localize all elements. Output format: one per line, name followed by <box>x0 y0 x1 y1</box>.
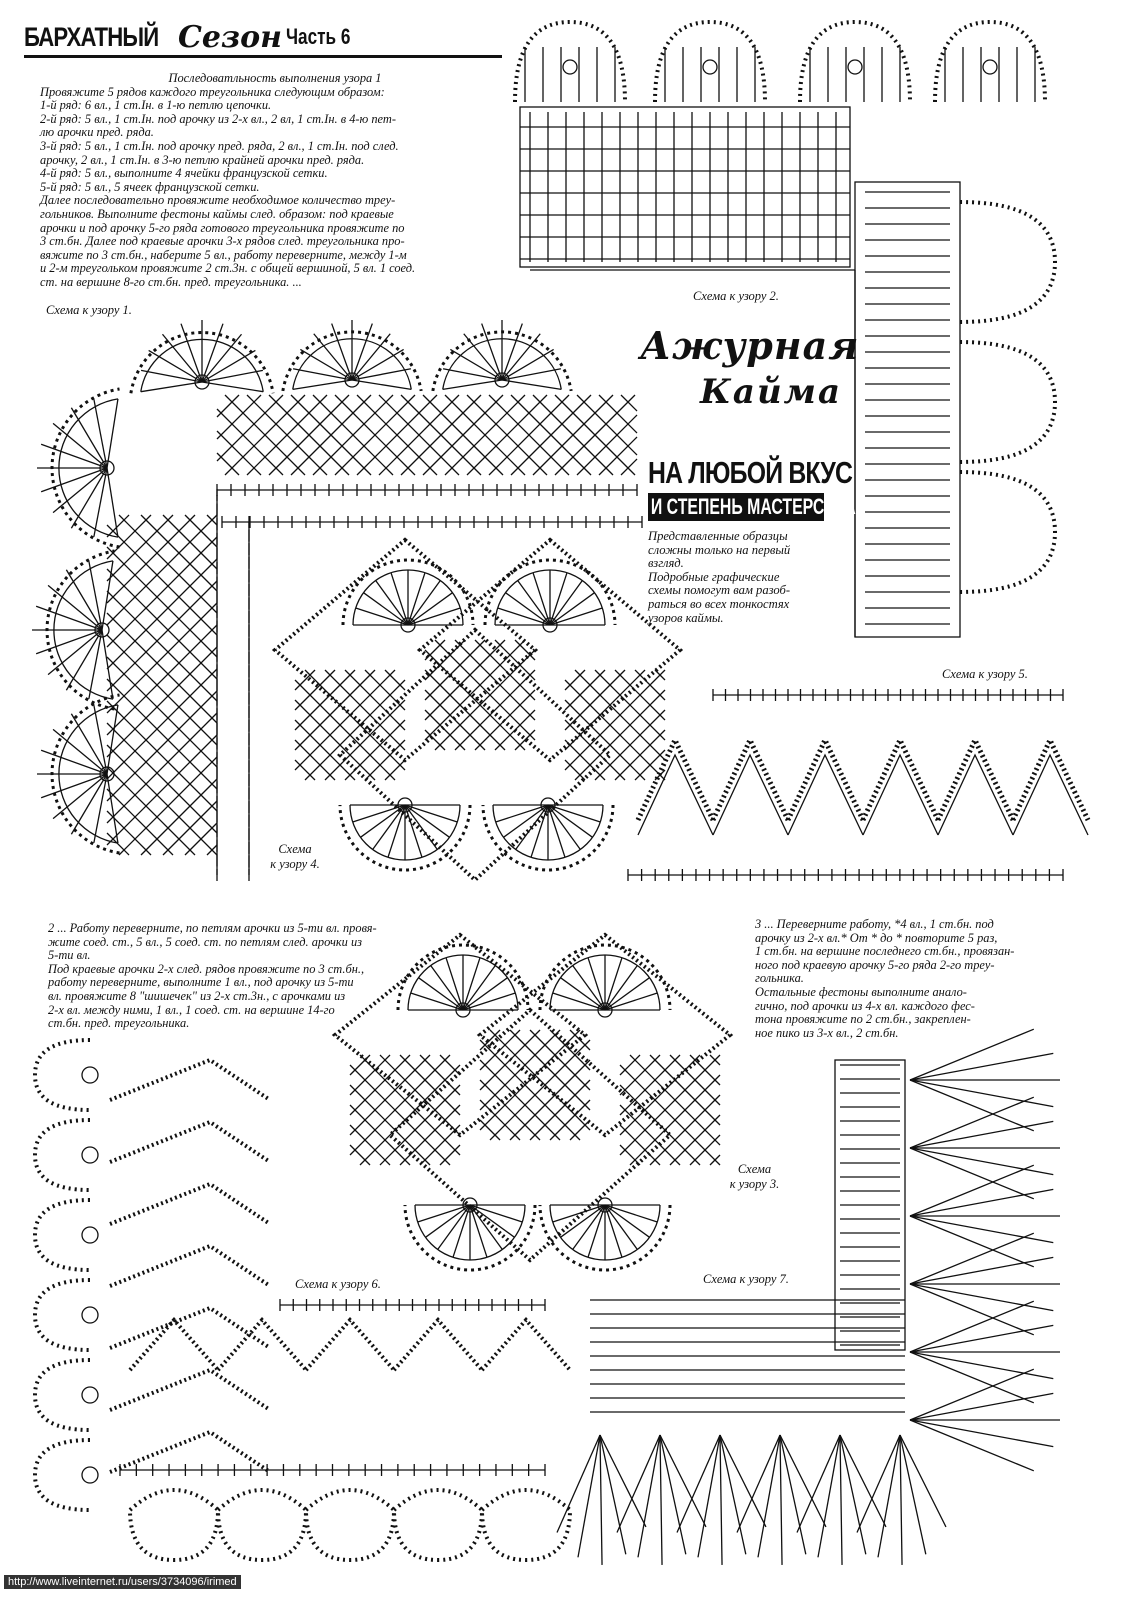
pattern3-line: арочку из 2-х вл.* От * до * повторите 5 раз, <box>755 930 998 945</box>
net-line <box>305 680 405 780</box>
fan-stitch <box>376 581 408 625</box>
side-scallop <box>960 472 1055 592</box>
net-line <box>565 670 605 710</box>
zigzag <box>110 1308 270 1348</box>
scallop-center <box>82 1227 98 1243</box>
net-line <box>107 613 217 723</box>
net-line <box>217 395 283 461</box>
net-line <box>107 713 217 823</box>
fan-stitch <box>41 774 107 798</box>
fan-stitch <box>605 978 649 1010</box>
pattern1-instructions <box>40 72 510 290</box>
net-line <box>217 395 261 439</box>
fringe-stitch <box>857 1435 900 1533</box>
scheme6-diagram <box>30 1040 555 1570</box>
bottom-scallop <box>394 1490 482 1560</box>
net-line <box>107 669 217 779</box>
net-line <box>107 559 217 669</box>
net-line <box>565 740 605 780</box>
fringe-stitch <box>910 1420 1053 1447</box>
scallop <box>800 22 910 102</box>
fan-stitch <box>605 958 622 1010</box>
pattern2-line: 2-х вл. между ними, 1 вл., 1 соед. ст. на вершине 14-го <box>48 1002 335 1017</box>
net-line <box>325 670 405 750</box>
fan-stitch <box>431 966 463 1010</box>
net-line <box>107 603 217 713</box>
net-line <box>515 640 535 660</box>
pattern1-line: ст. на вершине 8-го ст.бн. пред. треугольника. ... <box>40 274 302 289</box>
intro-line: раться во всех тонкостях <box>648 596 790 611</box>
pattern3-line: ное пико из 3-х вл., 2 ст.бн. <box>755 1025 899 1040</box>
scheme3-label-line2: к узору 3. <box>729 1177 780 1191</box>
fringe-stitch <box>677 1435 720 1533</box>
zigzag <box>788 740 863 820</box>
net-line <box>107 515 195 603</box>
fan-stitch <box>48 630 102 675</box>
pattern1-line: 4-й ряд: 5 вл., выполните 4 ячейки французской сетки. <box>40 166 328 181</box>
net-line <box>621 395 637 411</box>
scallop <box>515 22 625 102</box>
fringe-stitch <box>910 1352 1053 1379</box>
diamond-outline <box>340 630 610 880</box>
zigzag-inner <box>713 755 788 835</box>
fringe-stitch <box>780 1435 806 1554</box>
fringe-stitch <box>910 1420 1034 1471</box>
fan-stitch <box>356 608 408 625</box>
fan-stitch <box>498 608 550 625</box>
fan-stitch <box>36 630 102 654</box>
net-line <box>295 720 355 780</box>
fan-stitch <box>352 380 411 389</box>
zigzag <box>306 1320 394 1370</box>
fan-stitch <box>36 606 102 630</box>
fringe-stitch <box>737 1435 780 1533</box>
pattern1-line: и 2-м треугольком провяжите 2 ст.3н. с общей вершиной, 5 вл. 1 соед. <box>40 261 416 276</box>
fan-stitch <box>353 805 405 822</box>
fan-stitch <box>502 380 561 389</box>
net-line <box>599 395 637 433</box>
fan-stitch <box>504 805 548 837</box>
fan-stitch <box>162 334 202 382</box>
fringe-stitch <box>878 1435 900 1557</box>
pattern1-lines <box>40 86 510 290</box>
net-line <box>107 625 217 735</box>
fan-stitch <box>352 334 390 380</box>
net-line <box>107 635 217 745</box>
fan-stitch <box>446 958 463 1010</box>
fringe-stitch <box>600 1435 626 1554</box>
fan-stitch <box>388 805 405 857</box>
zigzag <box>130 1320 218 1370</box>
fan-stitch <box>605 993 657 1010</box>
zigzag <box>638 740 713 820</box>
fan-stitch <box>332 324 352 380</box>
fringe-stitch <box>557 1435 600 1533</box>
section-banner: НА ЛЮБОЙ ВКУС <box>648 455 853 490</box>
fringe-stitch <box>818 1435 840 1557</box>
pattern2-line: работу переверните, выполните 1 вл., под арочку из 5-ти <box>48 975 354 990</box>
pattern1-line: вяжите по 3 ст.бн., наберите 5 вл., работу переверните, между 1-м <box>40 247 407 262</box>
bottom-scallop <box>130 1490 218 1560</box>
fan-stitch <box>502 324 522 380</box>
net-line <box>565 670 585 690</box>
net-line <box>107 591 217 701</box>
zigzag-inner <box>788 755 863 835</box>
net-line <box>107 745 217 855</box>
intro-line: взгляд. <box>648 556 684 571</box>
net-line <box>599 437 637 475</box>
net-line <box>107 515 217 625</box>
net-line <box>107 735 217 845</box>
zigzag <box>110 1246 270 1286</box>
fan-stitch <box>502 334 540 380</box>
pattern1-line: 1-й ряд: 6 вл., 1 ст.Iн. в 1-ю петлю цепочки. <box>40 98 272 113</box>
fan-stitch <box>53 423 107 468</box>
section-title-line1: Ажурная <box>640 323 860 368</box>
fan-stitch <box>408 593 452 625</box>
pattern3-line: 1 ст.бн. на вершине последнего ст.бн., провязан- <box>755 944 1015 959</box>
net-line <box>295 670 375 750</box>
pattern2-line: 2 ... Работу переверните, по петлям арочки из 5-ти вл. провя- <box>48 921 377 935</box>
magazine-name: БАРХАТНЫЙ <box>24 22 159 52</box>
bottom-scallop <box>218 1490 306 1560</box>
pattern1-line: арочку, 2 вл., 1 ст.Iн. в 3-ю петлю крайней арочки пред. ряда. <box>40 152 365 167</box>
fringe-stitch <box>910 1325 1053 1352</box>
pattern1-line: Далее последовательно провяжите необходимое количество треу- <box>40 193 396 208</box>
net-line <box>425 640 525 740</box>
fan-stitch <box>605 966 637 1010</box>
fringe-stitch <box>910 1121 1053 1148</box>
scallop-center <box>983 60 997 74</box>
net-line <box>107 581 217 691</box>
net-line <box>577 415 637 475</box>
zigzag <box>1013 740 1088 820</box>
scheme7-label: Схема к узору 7. <box>700 1272 792 1287</box>
pattern2-line: ст.бн. пред. треугольника. <box>48 1016 190 1031</box>
zigzag <box>110 1370 270 1410</box>
scheme5-label: Схема к узору 5. <box>942 667 1028 681</box>
fan-stitch <box>482 324 502 380</box>
net-line <box>107 525 217 635</box>
subbanner-text: И СТЕПЕНЬ МАСТЕРСТВА <box>650 494 856 519</box>
fringe-stitch <box>698 1435 720 1557</box>
fan-stitch <box>518 581 550 625</box>
net-line <box>107 647 217 757</box>
pattern1-line: 2-й ряд: 5 вл., 1 ст.Iн. под арочку из 2-х вл., 2 вл, 1 ст.Iн. в 4-ю пет- <box>40 111 396 126</box>
net-line <box>107 515 151 559</box>
zigzag <box>394 1320 482 1370</box>
zigzag <box>110 1122 270 1162</box>
pattern1-line: лю арочки пред. ряда. <box>40 125 154 140</box>
fan-stitch <box>506 593 550 625</box>
pattern2-line: 5-ти вл. <box>48 948 91 963</box>
fan-stitch <box>405 805 457 822</box>
fan-stitch <box>531 805 548 857</box>
fringe-stitch <box>900 1435 946 1527</box>
pattern3-line: ного под краевую арочку 5-го ряда 2-го треу- <box>755 957 995 972</box>
intro-line: узоров каймы. <box>648 610 724 625</box>
fan-stitch <box>419 978 463 1010</box>
fan-stitch <box>588 958 605 1010</box>
scheme1-label: Схема к узору 1. <box>46 303 132 317</box>
fan-stitch <box>443 380 502 389</box>
pattern1-line: 3-й ряд: 5 вл., 1 ст.Iн. под арочку пред. ряда, 2 вл., 1 ст.Iн. под след. <box>40 138 399 153</box>
scallop-center <box>82 1467 98 1483</box>
scheme4-label <box>260 842 330 872</box>
fan-stitch <box>548 805 600 822</box>
intro-line: схемы помогут вам разоб- <box>648 583 791 598</box>
fringe-stitch <box>780 1435 782 1565</box>
net-line <box>495 640 535 680</box>
fringe-stitch <box>638 1435 660 1557</box>
fringe-stitch <box>910 1393 1053 1420</box>
net-line <box>295 670 335 710</box>
fan-stitch <box>352 324 372 380</box>
fan-stitch <box>107 399 118 468</box>
fringe-stitch <box>910 1284 1053 1311</box>
fan-stitch <box>496 805 548 822</box>
zigzag-inner <box>638 755 713 835</box>
fringe-stitch <box>840 1435 842 1565</box>
fringe-stitch <box>617 1435 660 1533</box>
net-line <box>107 789 173 855</box>
header-rule <box>24 55 502 58</box>
net-line <box>295 700 375 780</box>
fan-stitch <box>561 978 605 1010</box>
intro-line: Представленные образцы <box>648 529 788 543</box>
scheme4-label-line2: к узору 4. <box>270 857 320 871</box>
net-line <box>107 723 217 833</box>
fan-stitch <box>553 993 605 1010</box>
scallop-center <box>848 60 862 74</box>
net-line <box>295 670 355 730</box>
fan-stitch <box>107 705 118 774</box>
section-subbanner <box>648 493 856 521</box>
fan-stitch <box>550 573 567 625</box>
fan-stitch <box>293 380 352 389</box>
pattern1-line: 3 ст.бн. Далее под краевые арочки 3-х рядов след. треугольника про- <box>40 234 405 249</box>
net-line <box>455 640 535 720</box>
fringe-stitch <box>910 1216 1053 1243</box>
pattern3-line: гично, под арочки из 4-х вл. каждого фес- <box>755 998 975 1013</box>
fan-stitch <box>405 805 449 837</box>
scallop-center <box>82 1307 98 1323</box>
scallop-center <box>563 60 577 74</box>
scheme6-label: Схема к узору 6. <box>292 1277 384 1292</box>
pattern2-line: Под краевые арочки 2-х след. рядов провяжите по 3 ст.бн., <box>48 961 365 976</box>
zigzag <box>482 1320 570 1370</box>
magazine-script: Сезон <box>178 20 282 55</box>
magazine-part: Часть 6 <box>286 24 351 49</box>
net-line <box>107 811 151 855</box>
net-line <box>107 657 217 767</box>
fan-stitch <box>141 382 202 392</box>
zigzag-inner <box>863 755 938 835</box>
net-line <box>385 760 405 780</box>
pattern2-line: жите соед. ст., 5 вл., 5 соед. ст. по петлям след. арочки из <box>48 934 362 949</box>
fan-stitch <box>408 581 440 625</box>
zigzag-inner <box>1013 755 1088 835</box>
net-line <box>345 720 405 780</box>
net-line <box>107 767 195 855</box>
scallop-center <box>82 1147 98 1163</box>
fan-stitch <box>107 774 118 843</box>
fan-stitch <box>53 774 107 819</box>
fringe-stitch <box>720 1435 746 1554</box>
fringe-stitch <box>720 1435 722 1565</box>
bottom-scallop <box>482 1490 570 1560</box>
pattern3-line: тона провяжите по 2 ст.бн., закреплен- <box>755 1012 971 1027</box>
zigzag <box>110 1060 270 1100</box>
net-line <box>107 547 217 657</box>
fan-stitch <box>373 805 405 849</box>
fan-stitch <box>550 608 602 625</box>
fan-stitch <box>548 805 565 857</box>
fan-stitch <box>408 608 460 625</box>
fringe-stitch <box>910 1080 1053 1107</box>
pattern3-line: Остальные фестоны выполните анало- <box>755 984 967 999</box>
net-line <box>217 409 283 475</box>
net-line <box>385 670 405 690</box>
fringe-stitch <box>578 1435 600 1557</box>
net-line <box>107 537 217 647</box>
scallop <box>935 22 1045 102</box>
source-url: http://www.liveinternet.ru/users/3734096/irimed <box>4 1575 241 1589</box>
scheme5-diagram <box>618 685 1073 895</box>
fringe-stitch <box>910 1053 1053 1080</box>
fan-stitch <box>550 581 582 625</box>
fringe-stitch <box>600 1435 602 1565</box>
fan-stitch <box>405 805 437 849</box>
fringe-stitch <box>910 1257 1053 1284</box>
fan-stitch <box>391 573 408 625</box>
fringe-stitch <box>660 1435 686 1554</box>
fringe-stitch <box>900 1435 902 1565</box>
net-line <box>295 740 335 780</box>
intro-line: сложны только на первый <box>648 542 791 557</box>
net-line <box>107 569 217 679</box>
fan-stitch <box>202 382 263 392</box>
net-line <box>435 650 535 750</box>
net-line <box>107 701 217 811</box>
section-title-line2: Кайма <box>700 372 843 412</box>
pattern3-instructions <box>755 918 1075 1040</box>
zigzag <box>713 740 788 820</box>
fan-stitch <box>548 805 580 849</box>
fringe-stitch <box>910 1148 1053 1175</box>
scheme3-label-line1: Схема <box>737 1162 772 1176</box>
fan-stitch <box>573 966 605 1010</box>
side-scallop <box>960 342 1055 462</box>
zigzag-inner <box>938 755 1013 835</box>
fan-stitch <box>41 750 107 774</box>
pattern1-line: Провяжите 5 рядов каждого треугольника следующим образом: <box>40 84 385 99</box>
net-line <box>515 730 535 750</box>
pattern1-line: арочки и под арочку 5-го ряда готового треугольника провяжите по <box>40 220 405 235</box>
fan-stitch <box>202 334 242 382</box>
fringe-stitch <box>840 1435 866 1554</box>
fan-stitch <box>516 805 548 849</box>
pattern1-line: гольников. Выполните фестоны каймы след. образом: под краевые <box>40 206 394 221</box>
fringe-stitch <box>910 1189 1053 1216</box>
scallop-center <box>703 60 717 74</box>
fringe-stitch <box>758 1435 780 1557</box>
pattern3-line: гольника. <box>755 971 804 986</box>
fan-stitch <box>463 966 495 1010</box>
net-line <box>565 760 585 780</box>
fan-stitch <box>41 444 107 468</box>
scheme4-label-line1: Схема <box>278 842 312 856</box>
fan-stitch <box>41 468 107 492</box>
pattern3-line: 3 ... Переверните работу, *4 вл., 1 ст.бн. под <box>755 917 994 931</box>
fringe-stitch <box>797 1435 840 1533</box>
scheme2-label: Схема к узору 2. <box>693 289 779 303</box>
fan-stitch <box>548 805 592 837</box>
fan-stitch <box>463 978 507 1010</box>
fan-stitch <box>550 593 594 625</box>
fan-stitch <box>408 573 425 625</box>
pattern1-line: 5-й ряд: 5 вл., 5 ячеек французской сетки. <box>40 179 260 194</box>
fan-stitch <box>463 993 515 1010</box>
net-line <box>425 640 485 700</box>
fringe-stitch <box>900 1435 926 1554</box>
net-line <box>107 679 217 789</box>
scallop-center <box>82 1067 98 1083</box>
scallop <box>655 22 765 102</box>
scallop-center <box>82 1387 98 1403</box>
fringe-stitch <box>660 1435 662 1565</box>
pattern2-line: вл. провяжите 8 "шишечек" из 2-х ст.3н., с арочками из <box>48 988 346 1003</box>
side-scallop <box>960 202 1055 322</box>
net-line <box>365 740 405 780</box>
zigzag <box>110 1432 270 1472</box>
fan-stitch <box>411 993 463 1010</box>
net-line <box>621 459 637 475</box>
pattern1-heading: Последоватльность выполнения узора 1 <box>168 71 382 85</box>
fan-stitch <box>364 593 408 625</box>
fan-stitch <box>48 585 102 630</box>
intro-line: Подробные графические <box>648 569 780 584</box>
zigzag <box>110 1184 270 1224</box>
zigzag <box>938 740 1013 820</box>
fan-stitch <box>53 729 107 774</box>
net-line <box>295 670 315 690</box>
net-line <box>295 760 315 780</box>
diamond-outline <box>275 540 535 760</box>
bottom-scallop <box>306 1490 394 1560</box>
fan-stitch <box>361 805 405 837</box>
net-line <box>365 670 405 710</box>
net-line <box>107 691 217 801</box>
scheme7-diagram <box>560 1040 1080 1575</box>
fan-stitch <box>53 468 107 513</box>
fan-stitch <box>463 958 480 1010</box>
net-line <box>325 700 405 780</box>
fan-stitch <box>533 573 550 625</box>
zigzag <box>863 740 938 820</box>
